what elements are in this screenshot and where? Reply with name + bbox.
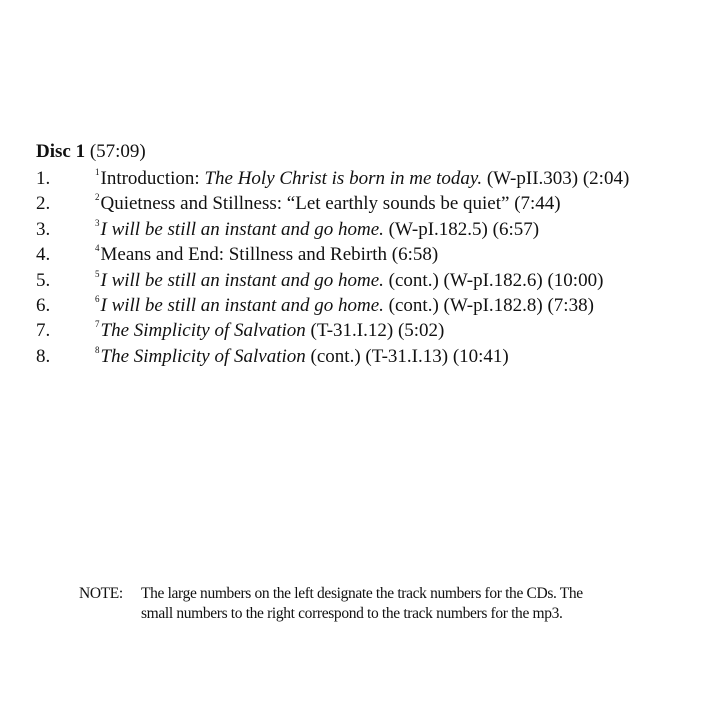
note-text (141, 584, 583, 624)
mp3-track-number: 4 (95, 243, 100, 254)
track-title: $^2$Quietness and Stillness: “Let earthly sounds be quiet” (7:44) (95, 192, 561, 215)
mp3-track-number: 1 (95, 167, 100, 177)
cd-track-number: 2. (36, 193, 51, 215)
track-title: $^4$Means and End: Stillness and Rebirth (6:58) (95, 243, 439, 266)
mp3-track-number: 8 (95, 344, 100, 355)
track-title: $^1$Introduction: The Holy Christ is born in me today. (W-pII.303) (2:04) (95, 167, 630, 189)
note-label: NOTE: (79, 585, 123, 602)
cd-track-number: 4. (36, 244, 51, 266)
track-title: $^6$I will be still an instant and go home. (cont.) (W-pI.182.8) (7:38) (95, 293, 594, 316)
cd-track-number: 8. (36, 345, 51, 367)
track-title: $^3$I will be still an instant and go home. (W-pI.182.5) (6:57) (95, 217, 540, 240)
note-line: The large numbers on the left designate the track numbers for the CDs. The (141, 585, 583, 602)
cd-track-number: 5. (36, 269, 51, 291)
cd-track-number: 3. (36, 218, 51, 240)
mp3-track-number: 5 (95, 268, 100, 279)
track-title: $^8$The Simplicity of Salvation (cont.) (T-31.I.13) (10:41) (95, 344, 509, 367)
mp3-track-number: 6 (95, 293, 100, 304)
disc-heading (36, 140, 146, 164)
track-title: $^5$I will be still an instant and go home. (cont.) (W-pI.182.6) (10:00) (95, 268, 604, 291)
cd-track-number: 6. (36, 294, 51, 316)
cd-track-number: 7. (36, 320, 51, 342)
cd-track-number: 1. (36, 168, 51, 189)
disc-duration: (57:09) (89, 141, 146, 162)
mp3-track-number: 7 (95, 319, 100, 330)
disc-label: Disc 1 (36, 141, 86, 162)
mp3-track-number: 3 (95, 217, 100, 228)
track-title: $^7$The Simplicity of Salvation (T-31.I.12) (5:02) (95, 319, 445, 342)
note-line: small numbers to the right correspond to the track numbers for the mp3. (141, 605, 563, 622)
mp3-track-number: 2 (95, 192, 100, 203)
